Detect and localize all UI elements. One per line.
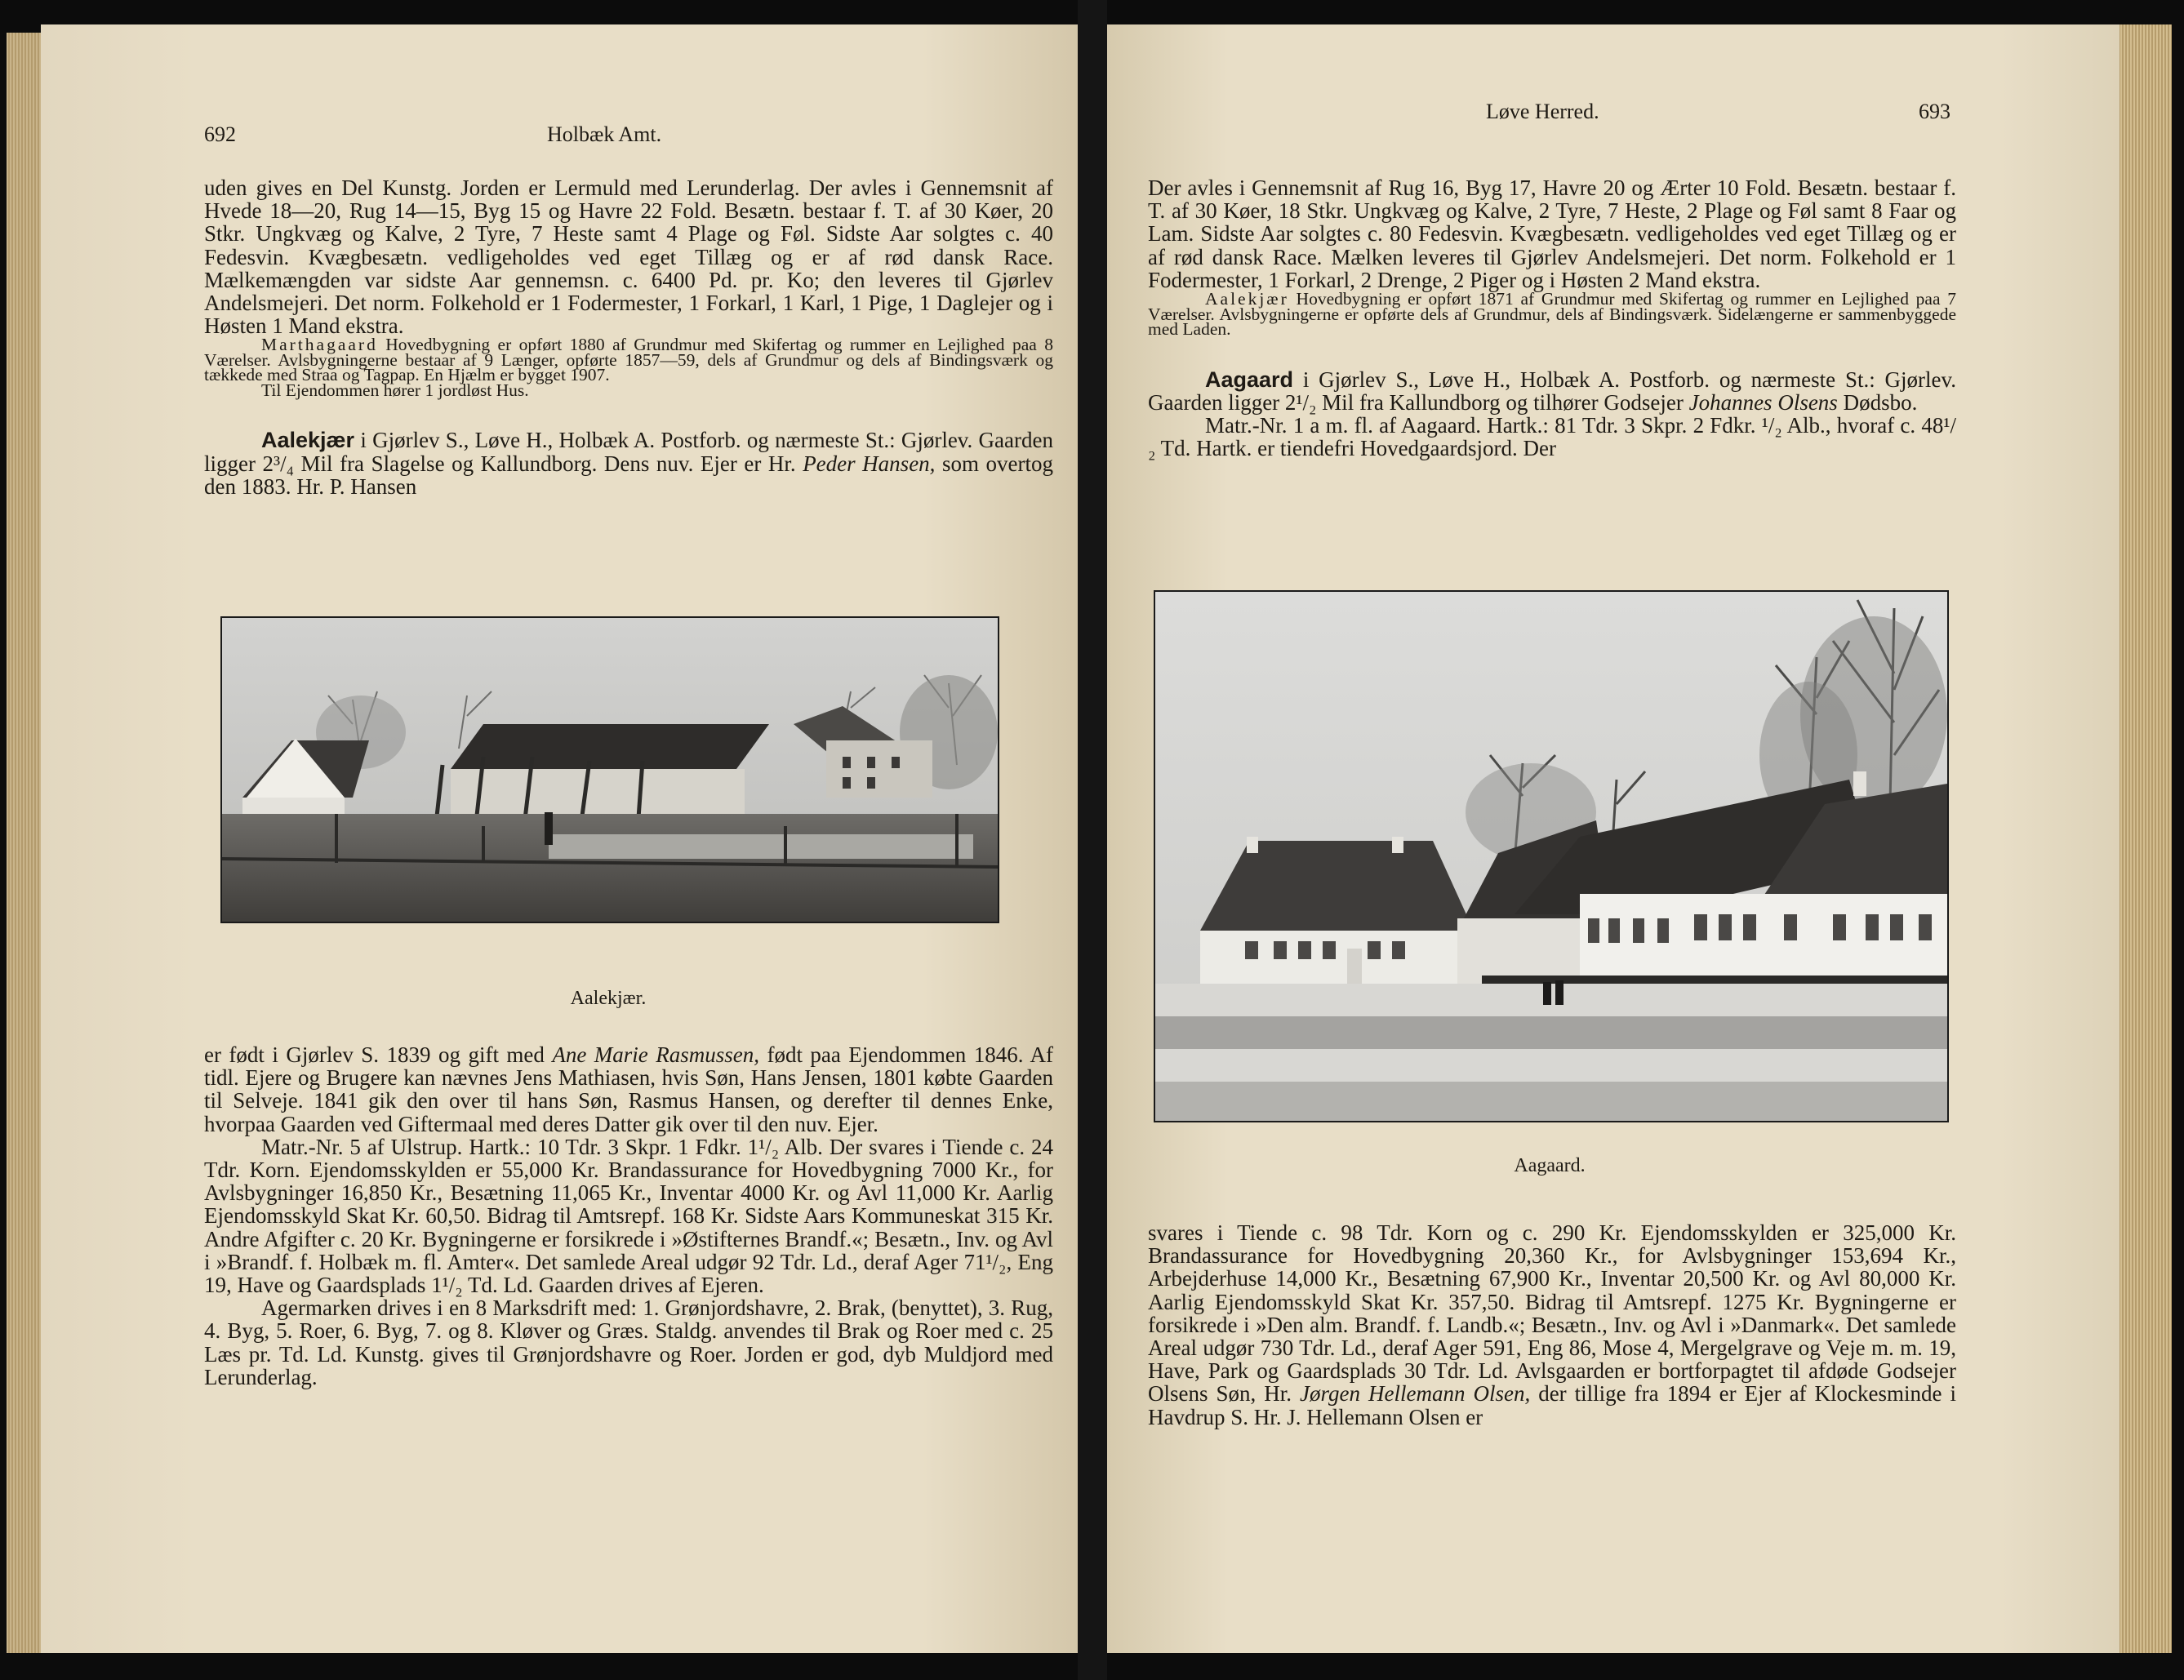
right-running-head: Løve Herred. [1486, 100, 1599, 123]
marthagaard-note [204, 337, 1053, 383]
aalekjaer-building-note [1148, 289, 1956, 340]
note-text: Hovedbygning er opført 1871 af Grundmur med Skifertag og rummer en Lejlighed paa 7 Værelser. Avlsbygningerne er opførte dels af Grundmur, dels af Bindingsværk. Sidelængerne er sammenbyggede med Laden. [1148, 289, 1956, 340]
aagaard-para-matr: Matr.-Nr. 1 a m. fl. af Aagaard. Hartk.: 81 Tdr. 3 Skpr. 2 Fdkr. ¹/₂ Alb., hvoraf c. 48¹/₂ Td. Hartk. er tiendefri Hovedgaardsjord. Der [1148, 412, 1956, 461]
note-name: Aalekjær [1205, 289, 1289, 309]
aagaard-caption: Aagaard. [1514, 1155, 1586, 1176]
right-page-number: 693 [1919, 100, 1950, 123]
aalekjaer-caption: Aalekjær. [570, 988, 647, 1009]
note-name: Marthagaard [261, 335, 378, 355]
book-gutter [1078, 0, 1107, 1680]
aagaard-entry-intro: Aagaard i Gjørlev S., Løve H., Holbæk A. Postforb. og nærmeste St.: Gjørlev. Gaarden ligger 2¹/₂ Mil fra Kallundborg og tilhører Godsejer Johannes Olsens Dødsbo. [1148, 367, 1956, 415]
owner-name: Peder Hansen, [803, 451, 936, 476]
right-bottom-column [1148, 1221, 1956, 1429]
aagaard-photo [1154, 590, 1949, 1122]
aalekjaer-para-agermarken: Agermarken drives i en 8 Marksdrift med: 1. Grønjordshavre, 2. Brak, (benyttet), 3. Rug, 4. Byg, 5. Roer, 6. Byg, 7. og 8. Kløver og Græs. Staldg. anvendes til Brak og Roer med c. 25 Læs pr. Td. Ld. Kunstg. gives til Grønjordshavre og Roer. Jorden er god, dyb Muldjord med Lerunderlag. [204, 1296, 1053, 1389]
right-continuation-text: Der avles i Gennemsnit af Rug 16, Byg 17, Havre 20 og Ærter 10 Fold. Besætn. bestaar f. T. af 30 Køer, 18 Stkr. Ungkvæg og Kalve, 2 Tyre, 7 Heste, 2 Plage og Føl samt 8 Faar og Lam. Sidste Aar solgtes c. 80 Fedesvin. Kvægbesætn. vedligeholdes ved eget Tillæg og er af rød dansk Race. Mælken leveres til Gjørlev Andelsmejeri. Det norm. Folkehold er 1 Fodermester, 1 Forkarl, 2 Drenge, 2 Piger og i Høsten 2 Mand ekstra. [1148, 176, 1956, 292]
right-top-column [1148, 176, 1956, 460]
marthagaard-note-2: Til Ejendommen hører 1 jordløst Hus. [261, 380, 529, 400]
left-page [41, 24, 1078, 1653]
left-continuation-text: uden gives en Del Kunstg. Jorden er Lermuld med Lerunderlag. Der avles i Gennemsnit af Hvede 18—20, Rug 14—15, Byg 15 og Havre 22 Fold. Besætn. bestaar f. T. af 30 Køer, 20 Stkr. Ungkvæg og Kalve, 2 Tyre, 7 Heste samt 4 Plage og Føl. Sidste Aar solgtes c. 40 Fedesvin. Kvægbesætn. vedligeholdes ved eget Tillæg og er af rød dansk Race. Mælkemængden var sidste Aar gennemsn. c. 6400 Pd. pr. Ko; den leveres til Gjørlev Andelsmejeri. Det norm. Folkehold er 1 Fodermester, 1 Forkarl, 1 Karl, 1 Pige, 1 Daglejer og i Høsten 1 Mand ekstra. [204, 176, 1053, 339]
owner-name: Johannes Olsens [1688, 389, 1838, 415]
entry-title: Aagaard [1205, 367, 1294, 392]
note-text: Hovedbygning er opført 1880 af Grundmur med Skifertag og rummer en Lejlighed paa 8 Værelser. Avlsbygningerne bestaar af 9 Længer, opførte 1857—59, dels af Grundmur og dels af Bindingsværk og tækkede med Straa og Tagpap. En Hjælm er bygget 1907. [204, 335, 1053, 385]
aalekjaer-entry-intro: Aalekjær i Gjørlev S., Løve H., Holbæk A. Postforb. og nærmeste St.: Gjørlev. Gaarden ligger 2³/₄ Mil fra Slagelse og Kallundborg. Dens nuv. Ejer er Hr. Peder Hansen, som overtog den 1883. Hr. P. Hansen [204, 428, 1053, 499]
left-bottom-column [204, 1043, 1053, 1389]
left-top-column [204, 176, 1053, 498]
left-page-number: 692 [204, 122, 236, 146]
aalekjaer-para-owner: er født i Gjørlev S. 1839 og gift med Ane Marie Rasmussen, født paa Ejendommen 1846. Af tidl. Ejere og Brugere kan nævnes Jens Mathiasen, hvis Søn, Hans Jensen, 1801 købte Gaarden til Selveje. 1841 gik den over til hans Søn, Rasmus Hansen, og derefter til dennes Enke, hvorpaa Gaarden ved Giftermaal med deres Datter gik over til den nuv. Ejer. [204, 1042, 1053, 1136]
aalekjaer-photo [220, 616, 999, 923]
wife-name: Ane Marie Rasmussen, [552, 1042, 759, 1067]
page-block-edge-right [2111, 24, 2172, 1653]
aalekjaer-para-matr: Matr.-Nr. 5 af Ulstrup. Hartk.: 10 Tdr. 3 Skpr. 1 Fdkr. 1¹/₂ Alb. Der svares i Tiende c. 24 Tdr. Korn. Ejendomsskylden er 55,000 Kr. Brandassurance for Hovedbygning 7000 Kr., for Avlsbygninger 16,850 Kr., Besætning 11,065 Kr., Inventar 4000 Kr. og Avl 11,000 Kr. Aarlig Ejendomsskyld Skat Kr. 60,50. Bidrag til Amtsrepf. 168 Kr. Sidste Aars Kommuneskat 315 Kr. Andre Afgifter c. 20 Kr. Bygningerne er forsikrede i »Østifternes Brandf.«; Besætn., Inv. og Avl i »Brandf. f. Holbæk m. fl. Amter«. Det samlede Areal udgør 92 Tdr. Ld., deraf Ager 71¹/₂, Eng 19, Have og Gaardsplads 1¹/₂ Td. Ld. Gaarden drives af Ejeren. [204, 1134, 1053, 1298]
aagaard-para-after: svares i Tiende c. 98 Tdr. Korn og c. 290 Kr. Ejendomsskylden er 325,000 Kr. Brandassurance for Hovedbygning 20,360 Kr., for Avlsbygninger 153,694 Kr., Arbejderhuse 14,000 Kr., Besætning 67,900 Kr., Inventar 20,500 Kr. og Avl 80,000 Kr. Aarlig Ejendomsskyld Skat Kr. 357,50. Bidrag til Amtsrepf. 1275 Kr. Bygningerne er forsikrede i »Den alm. Brandf. f. Landb.«; Besætn., Inv. og Avl i »Danmark«. Det samlede Areal udgør 730 Tdr. Ld., deraf Ager 591, Eng 86, Mose 4, Mergelgrave og Veje m. m. 19, Have, Park og Gaardsplads 30 Tdr. Ld. Avlsgaarden er bortforpagtet til afdøde Godsejer Olsens Søn, Hr. Jørgen Hellemann Olsen, der tillige fra 1894 er Ejer af Klockesminde i Havdrup S. Hr. J. Hellemann Olsen er [1148, 1220, 1956, 1429]
tenant-name: Jørgen Hellemann Olsen, [1300, 1381, 1531, 1407]
left-running-head: Holbæk Amt. [547, 122, 662, 146]
entry-title: Aalekjær [261, 428, 355, 453]
